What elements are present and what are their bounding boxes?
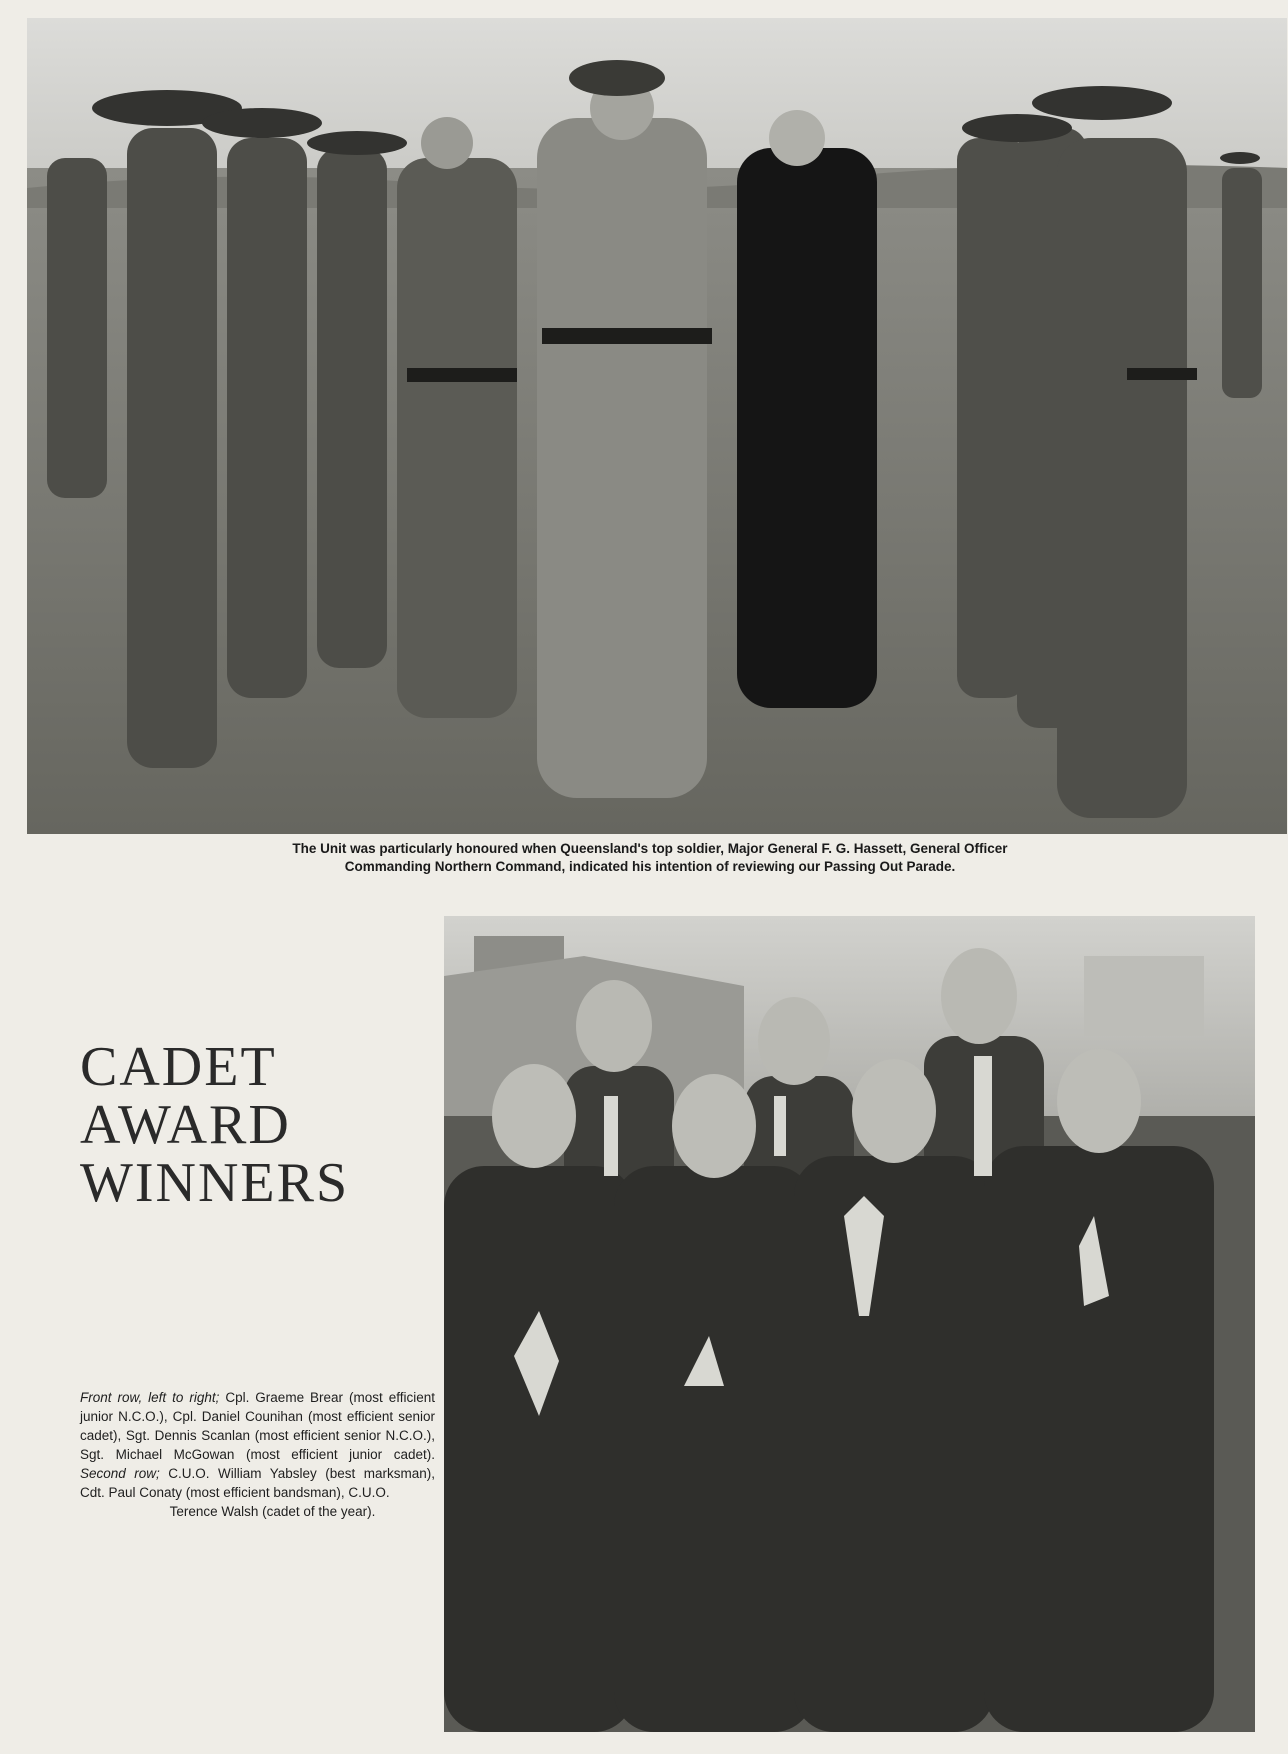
names-paragraph bbox=[80, 1388, 435, 1502]
parade-photo bbox=[27, 18, 1287, 834]
parade-photo-image bbox=[27, 18, 1287, 834]
heading-line-2: AWARD bbox=[80, 1094, 291, 1156]
heading-line-3: WINNERS bbox=[80, 1152, 350, 1214]
parade-caption-line-1: The Unit was particularly honoured when Queensland's top soldier, Major General F. G. Hassett, General Officer bbox=[292, 841, 1008, 856]
second-row-names: C.U.O. William Yabsley (best marksman), Cdt. Paul Conaty (most efficient bandsman), C.U.O. bbox=[80, 1466, 435, 1500]
front-row-names: Cpl. Graeme Brear (most efficient junior N.C.O.), Cpl. Daniel Counihan (most efficient senior cadet), Sgt. Dennis Scanlan (most efficient senior N.C.O.), Sgt. Michael McGowan (most efficient junior cadet). bbox=[80, 1390, 435, 1462]
parade-caption-line-2: Commanding Northern Command, indicated his intention of reviewing our Passing Out Parade. bbox=[344, 859, 956, 874]
names-last-line: Terence Walsh (cadet of the year). bbox=[169, 1504, 376, 1519]
heading-line-1: CADET bbox=[80, 1036, 277, 1098]
parade-photo-caption bbox=[150, 840, 1150, 876]
award-winners-photo-image bbox=[444, 916, 1255, 1732]
front-row-label: Front row, left to right; bbox=[80, 1390, 220, 1405]
award-winners-photo bbox=[444, 916, 1255, 1732]
section-heading bbox=[80, 1038, 349, 1212]
second-row-label: Second row; bbox=[80, 1466, 160, 1481]
award-winners-names bbox=[80, 1388, 435, 1521]
